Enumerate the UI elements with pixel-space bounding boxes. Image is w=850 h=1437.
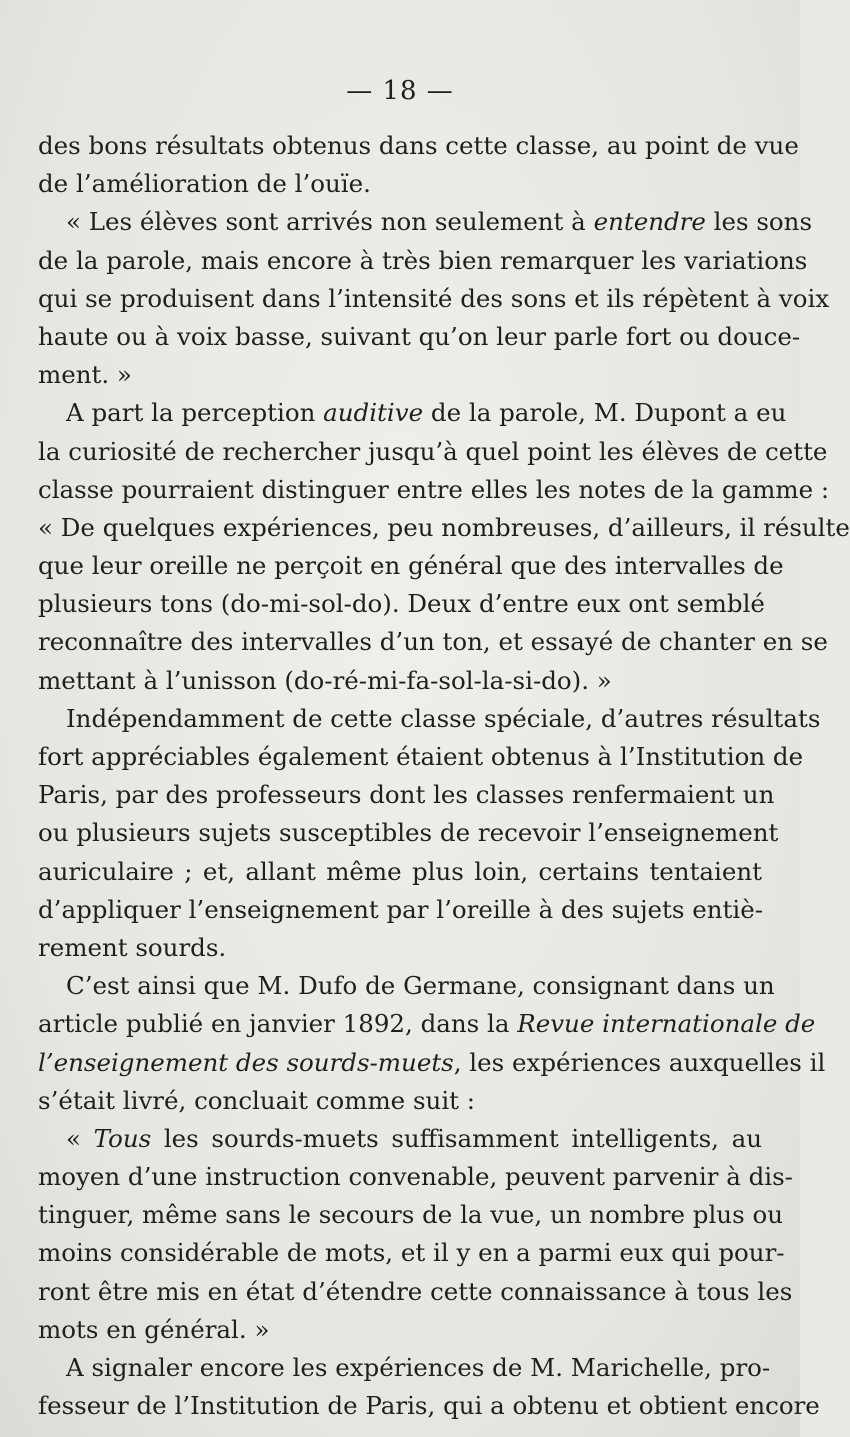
text-line: fesseur de l’Institution de Paris, qui a obtenu et obtient encore xyxy=(38,1391,820,1421)
text-line: tinguer, même sans le secours de la vue, un nombre plus ou xyxy=(38,1200,783,1230)
text-line: « De quelques expériences, peu nombreuses, d’ailleurs, il résulte xyxy=(38,512,850,542)
text-line: la curiosité de rechercher jusqu’à quel point les élèves de cette xyxy=(38,436,828,466)
text-line: classe pourraient distinguer entre elles les notes de la gamme : xyxy=(38,474,830,504)
text-line: « Tous les sourds-muets suffisamment intelligents, au xyxy=(66,1123,762,1153)
text-line: fort appréciables également étaient obtenus à l’Institution de xyxy=(38,742,804,771)
body-text xyxy=(38,127,850,1425)
text-line: moins considérable de mots, et il y en a parmi eux qui pour- xyxy=(38,1238,785,1268)
text-line: « Les élèves sont arrivés non seulement à entendre les sons xyxy=(66,207,813,237)
text-line: qui se produisent dans l’intensité des sons et ils répètent à voix xyxy=(38,283,830,313)
text-line: s’était livré, concluait comme suit : xyxy=(38,1085,476,1115)
text-line: de l’amélioration de l’ouïe. xyxy=(38,169,371,199)
text-line: reconnaître des intervalles d’un ton, et essayé de chanter en se xyxy=(38,627,828,657)
text-line: des bons résultats obtenus dans cette classe, au point de vue xyxy=(38,131,799,160)
text-line: A part la perception auditive de la parole, M. Dupont a eu xyxy=(66,398,787,428)
text-line: de la parole, mais encore à très bien remarquer les variations xyxy=(38,245,808,275)
text-line: mettant à l’unisson (do-ré-mi-fa-sol-la-si-do). » xyxy=(38,665,612,695)
text-line: ment. » xyxy=(38,360,132,390)
text-line: Indépendamment de cette classe spéciale, d’autres résultats xyxy=(66,703,821,733)
text-line: moyen d’une instruction convenable, peuvent parvenir à dis- xyxy=(38,1162,793,1192)
text-line: que leur oreille ne perçoit en général que des intervalles de xyxy=(38,551,784,581)
text-line: A signaler encore les expériences de M. Marichelle, pro- xyxy=(66,1353,771,1382)
text-line: ront être mis en état d’étendre cette connaissance à tous les xyxy=(38,1276,793,1306)
text-line: plusieurs tons (do-mi-sol-do). Deux d’entre eux ont semblé xyxy=(38,589,765,619)
page-number: — 18 — xyxy=(346,76,454,106)
text-line: Paris, par des professeurs dont les classes renfermaient un xyxy=(38,780,775,810)
text-line: rement sourds. xyxy=(38,932,227,962)
text-line: haute ou à voix basse, suivant qu’on leur parle fort ou douce- xyxy=(38,321,801,351)
text-line: auriculaire ; et, allant même plus loin, certains tentaient xyxy=(38,856,762,886)
text-line: mots en général. » xyxy=(38,1314,270,1344)
text-line: d’appliquer l’enseignement par l’oreille à des sujets entiè- xyxy=(38,894,763,924)
text-line: l’enseignement des sourds-muets, les expériences auxquelles il xyxy=(38,1047,826,1077)
text-line: C’est ainsi que M. Dufo de Germane, consignant dans un xyxy=(66,971,775,1001)
text-line: article publié en janvier 1892, dans la Revue internationale de xyxy=(38,1009,816,1039)
text-line: ou plusieurs sujets susceptibles de recevoir l’enseignement xyxy=(38,818,779,848)
